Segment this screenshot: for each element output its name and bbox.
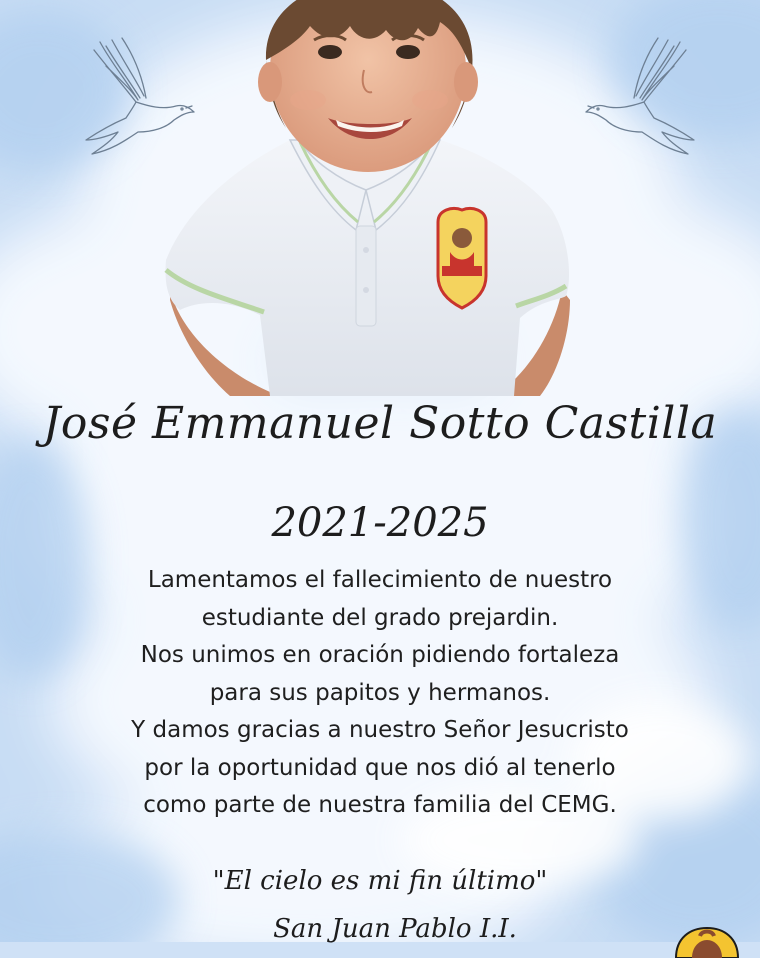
message-line: para sus papitos y hermanos. (209, 679, 551, 706)
school-crest-icon (438, 209, 486, 309)
quote: "El cielo es mi fin último" (212, 866, 548, 896)
condolence-message (0, 562, 760, 825)
message-line: estudiante del grado prejardin. (201, 604, 559, 631)
message-line: Y damos gracias a nuestro Señor Jesucristo (131, 717, 629, 743)
message-line: por la oportunidad que nos dió al tenerlo (144, 754, 616, 781)
message-line: como parte de nuestra familia del CEMG. (143, 792, 617, 818)
message-line: Nos unimos en oración pidiendo fortaleza (140, 642, 620, 668)
school-crest-icon (670, 918, 744, 958)
student-name: José Emmanuel Sotto Castilla (42, 398, 718, 449)
years-range: 2021-2025 (271, 500, 489, 546)
quote-author: San Juan Pablo I.I. (273, 914, 517, 944)
child-photo (160, 0, 572, 396)
dove-icon (578, 36, 698, 161)
message-line: Lamentamos el fallecimiento de nuestro (147, 567, 613, 593)
